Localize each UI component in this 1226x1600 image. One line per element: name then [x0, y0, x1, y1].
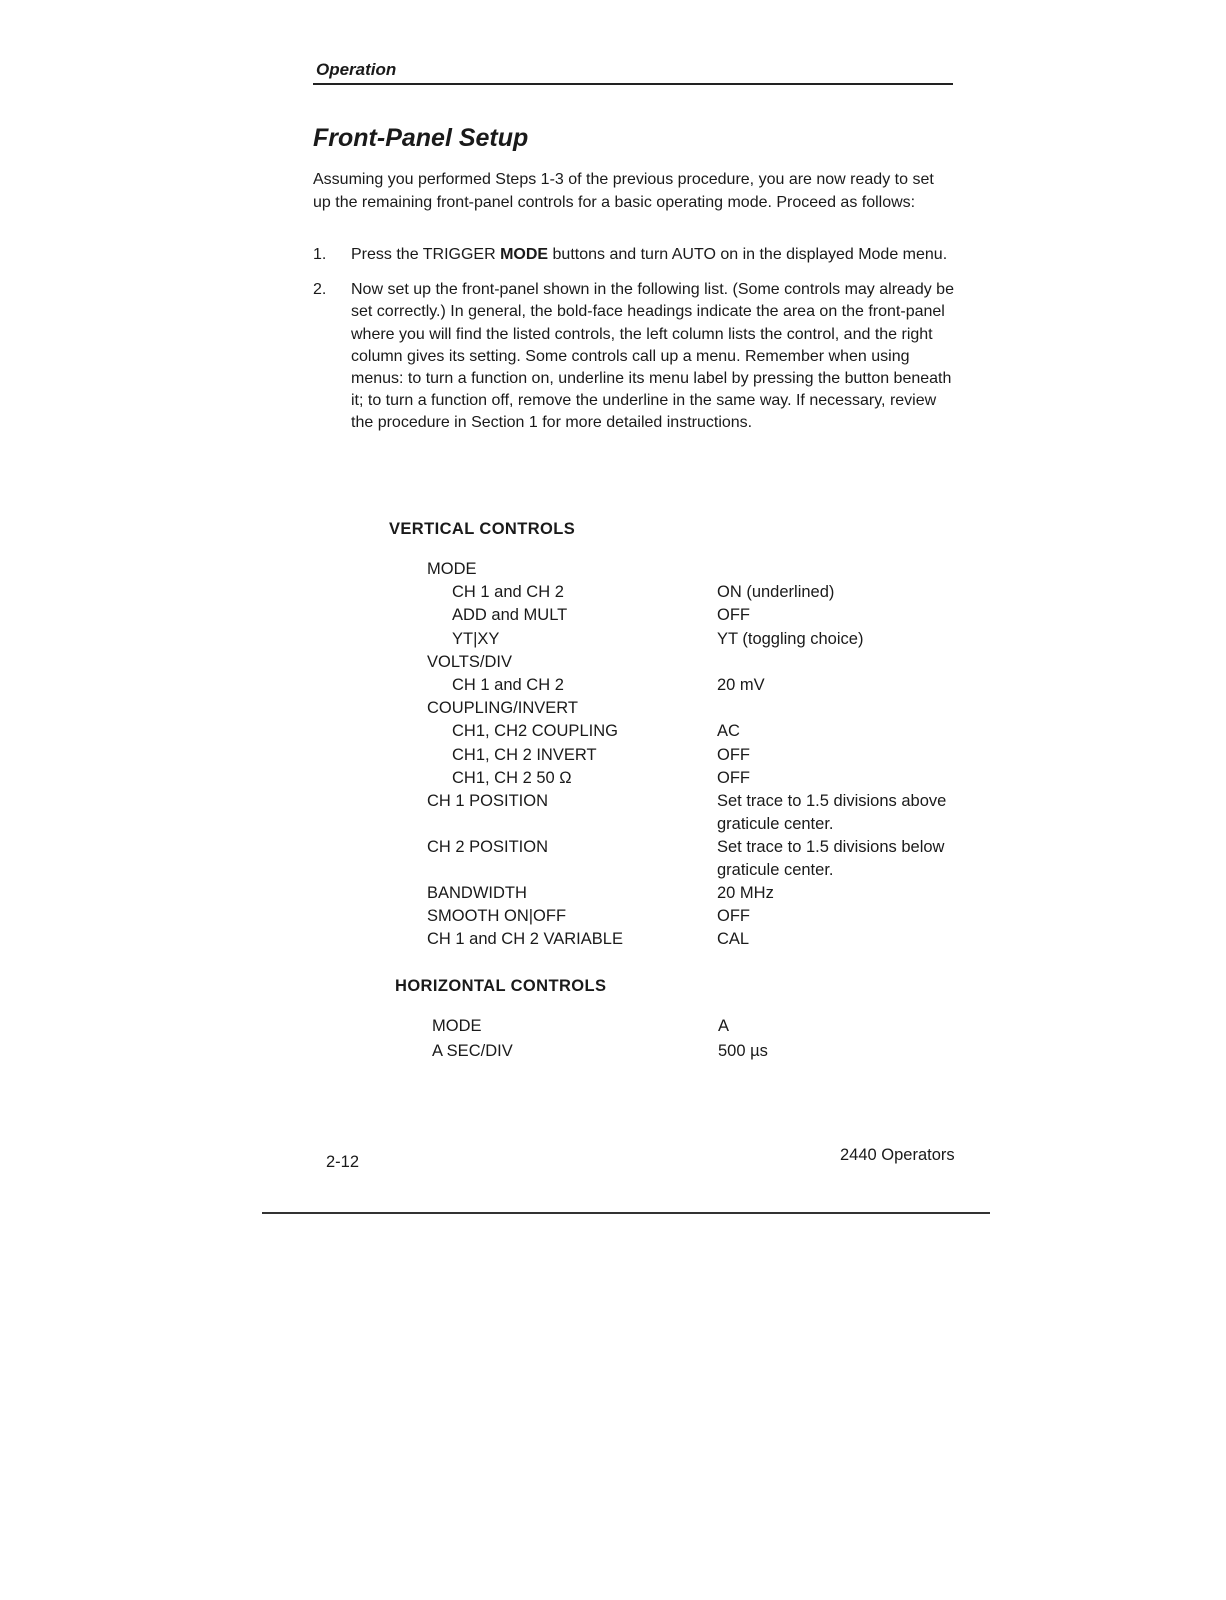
control-name: CH 2 POSITION — [427, 838, 549, 857]
control-row — [432, 1014, 992, 1039]
header-rule — [313, 83, 953, 85]
control-row — [427, 905, 987, 928]
control-row — [432, 1039, 992, 1064]
control-setting: OFF — [717, 745, 750, 764]
vertical-controls-list — [427, 558, 987, 952]
control-name: CH 1 and CH 2 VARIABLE — [427, 930, 623, 949]
control-setting: OFF — [717, 907, 750, 926]
control-name: COUPLING/INVERT — [427, 699, 578, 718]
control-name: CH 1 and CH 2 — [452, 676, 564, 695]
control-setting: AC — [717, 722, 740, 741]
step-text: Now set up the front-panel shown in the following list. (Some controls may already be set correctly.) In general, the bold-face headings indicate the area on the front-panel where you will find the listed controls, the left column lists the control, and the right column gives its setting. Some controls call up a menu. Remember when using menus: to turn a function on, underline its menu label by pressing the button beneath it; to turn a function off, remove the underline in the same way. If necessary, review the procedure in Section 1 for more detailed instructions. — [351, 281, 954, 432]
control-name: CH1, CH2 COUPLING — [452, 722, 618, 741]
control-row — [427, 928, 987, 951]
control-setting: OFF — [717, 768, 750, 787]
horizontal-controls-list — [432, 1014, 992, 1064]
page-number: 2-12 — [326, 1153, 360, 1171]
control-name: CH1, CH 2 50 Ω — [452, 768, 572, 787]
control-row — [427, 882, 987, 905]
step-number: 1. — [313, 246, 327, 263]
step-text-part: buttons and turn AUTO on in the displayed Mode menu. — [548, 246, 948, 263]
vertical-controls-heading: VERTICAL CONTROLS — [389, 520, 576, 538]
horizontal-controls-heading: HORIZONTAL CONTROLS — [395, 977, 607, 995]
control-name: BANDWIDTH — [427, 884, 527, 903]
control-row — [427, 558, 987, 581]
control-name: CH 1 POSITION — [427, 792, 549, 811]
control-setting: ON (underlined) — [717, 583, 835, 602]
step-1 — [313, 244, 963, 266]
step-list — [313, 244, 963, 448]
control-name: VOLTS/DIV — [427, 652, 512, 671]
control-name: MODE — [432, 1017, 482, 1035]
control-setting: YT (toggling choice) — [717, 629, 864, 648]
control-row — [427, 628, 987, 651]
control-row — [427, 767, 987, 790]
manual-title: 2440 Operators — [840, 1146, 955, 1164]
control-setting: OFF — [717, 606, 750, 625]
intro-paragraph: Assuming you performed Steps 1-3 of the previous procedure, you are now ready to set up the remaining front-panel controls for a basic operating mode. Proceed as follows: — [313, 171, 934, 211]
control-row — [427, 581, 987, 604]
control-row — [427, 790, 987, 836]
control-name: CH 1 and CH 2 — [452, 583, 564, 602]
control-row — [427, 651, 987, 674]
control-row — [427, 604, 987, 627]
control-setting: 20 MHz — [717, 884, 774, 903]
step-text-part: Press the TRIGGER — [351, 246, 501, 263]
control-name: A SEC/DIV — [432, 1042, 513, 1060]
control-row — [427, 744, 987, 767]
control-row — [427, 697, 987, 720]
step-2 — [313, 279, 963, 434]
control-name: ADD and MULT — [452, 606, 568, 625]
control-name: YT|XY — [452, 629, 500, 648]
control-name: MODE — [427, 560, 477, 578]
control-setting: 500 µs — [718, 1042, 768, 1060]
step-number: 2. — [313, 281, 327, 299]
control-setting: Set trace to 1.5 divisions above graticule center. — [717, 792, 947, 834]
footer-rule — [262, 1212, 990, 1214]
running-head: Operation — [316, 60, 397, 79]
control-setting: Set trace to 1.5 divisions below graticule center. — [717, 838, 945, 880]
control-setting: 20 mV — [717, 676, 765, 695]
section-title: Front-Panel Setup — [313, 124, 529, 152]
control-row — [427, 674, 987, 697]
control-row — [427, 720, 987, 743]
step-text — [351, 244, 956, 266]
control-name: CH1, CH 2 INVERT — [452, 745, 597, 764]
control-setting: A — [718, 1017, 730, 1035]
step-bold-term: MODE — [500, 246, 549, 263]
control-setting: CAL — [717, 930, 750, 949]
control-row — [427, 836, 987, 882]
control-name: SMOOTH ON|OFF — [427, 907, 567, 926]
